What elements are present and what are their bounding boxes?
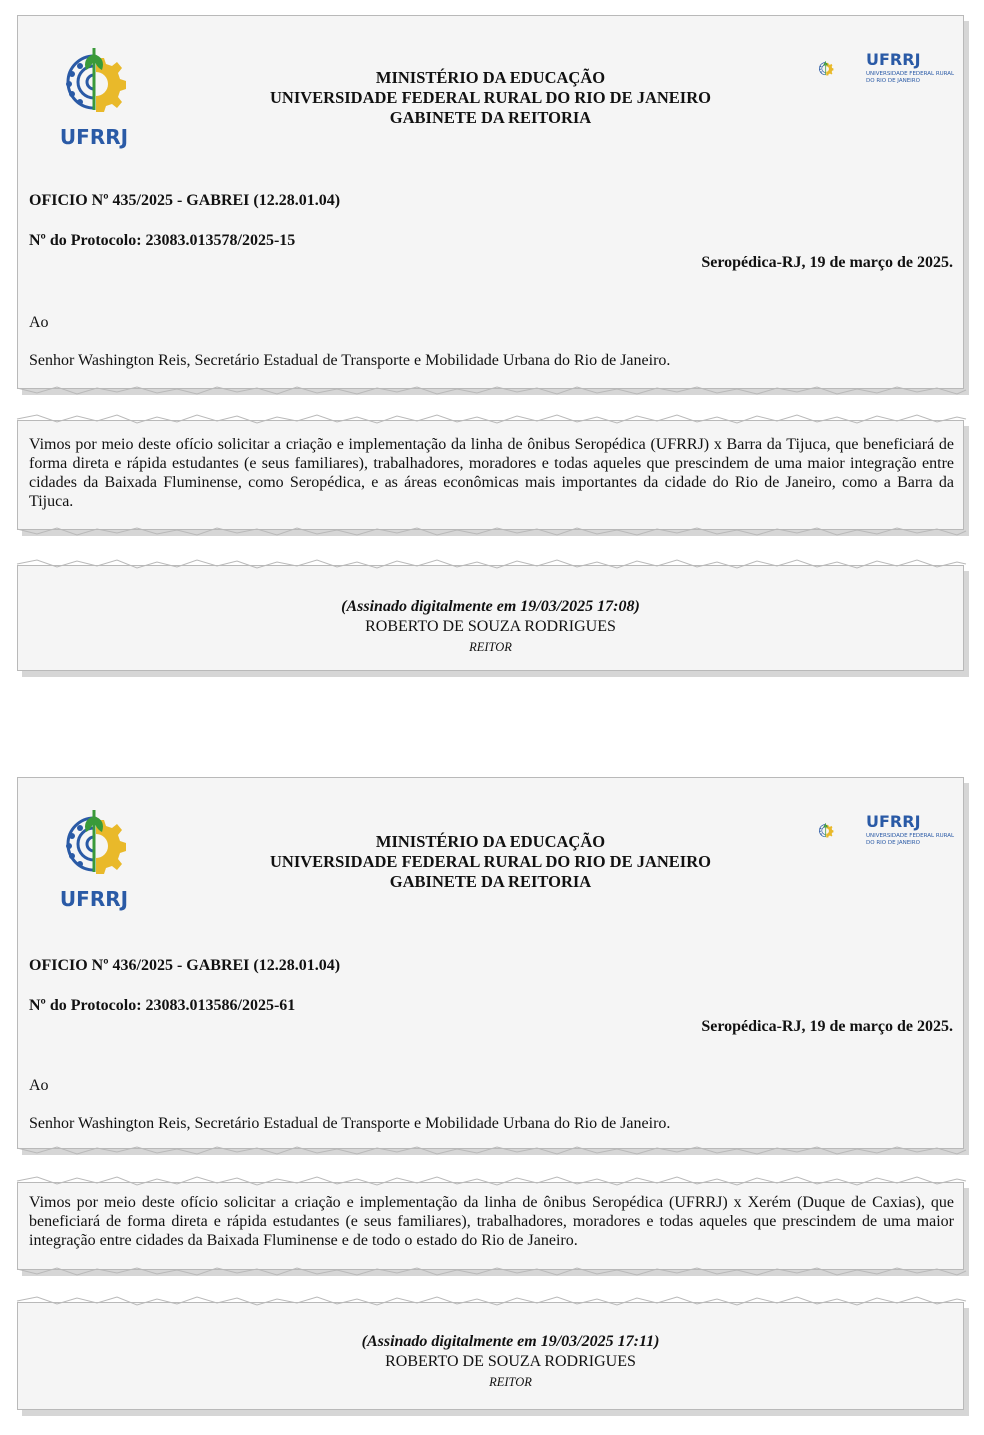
letter-header-card: [17, 777, 964, 1149]
signer-name: ROBERTO DE SOUZA RODRIGUES: [385, 1353, 636, 1370]
university-title: UNIVERSIDADE FEDERAL RURAL DO RIO DE JANEIRO: [270, 88, 711, 107]
torn-edge: [17, 1295, 966, 1307]
letter-body: Vimos por meio deste ofício solicitar a criação e implementação da linha de ônibus Seropédica (UFRRJ) x Xerém (Duque de Caxias), que beneficiará de forma direta e rápida estudantes (e seus familiares), trabalhadores, moradores e todas aqueles que prescindem de uma maior integração entre cidades da Baixada Fluminense e de todo o estado do Rio de Janeiro.: [29, 1194, 954, 1249]
logo-subtext-2: DO RIO DE JANEIRO: [866, 78, 920, 84]
oficio-number: OFICIO Nº 435/2025 - GABREI (12.28.01.04): [29, 192, 341, 209]
signer-role: REITOR: [489, 1375, 532, 1389]
salutation: Ao: [29, 1077, 49, 1094]
protocol-number: Nº do Protocolo: 23083.013586/2025-61: [29, 997, 296, 1014]
torn-edge: [17, 413, 966, 425]
torn-edge: [17, 525, 966, 537]
letter-body-card: [17, 420, 964, 530]
logo-subtext-1: UNIVERSIDADE FEDERAL RURAL: [866, 833, 955, 839]
signature-card: [17, 1302, 964, 1410]
university-title: UNIVERSIDADE FEDERAL RURAL DO RIO DE JANEIRO: [270, 852, 711, 871]
salutation: Ao: [29, 314, 49, 331]
signature-timestamp: (Assinado digitalmente em 19/03/2025 17:08): [341, 598, 640, 615]
recipient: Senhor Washington Reis, Secretário Estadual de Transporte e Mobilidade Urbana do Rio de Janeiro.: [29, 352, 671, 369]
torn-edge: [17, 384, 966, 396]
logo-text: UFRRJ: [866, 812, 921, 831]
torn-edge: [17, 1265, 966, 1277]
letter-header-card: [17, 15, 964, 389]
torn-edge: [17, 1144, 966, 1156]
torn-edge: [17, 1175, 966, 1187]
office-title: GABINETE DA REITORIA: [389, 872, 592, 891]
torn-edge: [17, 558, 966, 570]
signature-timestamp: (Assinado digitalmente em 19/03/2025 17:11): [361, 1333, 660, 1350]
logo-subtext-2: DO RIO DE JANEIRO: [866, 840, 920, 846]
recipient: Senhor Washington Reis, Secretário Estadual de Transporte e Mobilidade Urbana do Rio de Janeiro.: [29, 1115, 671, 1132]
logo-subtext-1: UNIVERSIDADE FEDERAL RURAL: [866, 71, 955, 77]
ministry-title: MINISTÉRIO DA EDUCAÇÃO: [375, 832, 606, 851]
ministry-title: MINISTÉRIO DA EDUCAÇÃO: [375, 68, 606, 87]
letter-body: Vimos por meio deste ofício solicitar a criação e implementação da linha de ônibus Seropédica (UFRRJ) x Barra da Tijuca, que beneficiará de forma direta e rápida estudantes (e seus familiares), trabalhadores, moradores e todas aqueles que prescindem de uma maior integração entre cidades da Baixada Fluminense, como Seropédica, e as áreas econômicas mais importantes da cidade do Rio de Janeiro, como a Barra da Tijuca.: [29, 436, 954, 510]
letter-date: Seropédica-RJ, 19 de março de 2025.: [701, 254, 953, 271]
protocol-number: Nº do Protocolo: 23083.013578/2025-15: [29, 232, 296, 249]
signer-role: REITOR: [469, 640, 512, 654]
logo-text: UFRRJ: [866, 50, 921, 69]
letter-date: Seropédica-RJ, 19 de março de 2025.: [701, 1018, 953, 1035]
office-title: GABINETE DA REITORIA: [389, 108, 592, 127]
signature-card: [17, 565, 964, 671]
signer-name: ROBERTO DE SOUZA RODRIGUES: [365, 618, 616, 635]
oficio-number: OFICIO Nº 436/2025 - GABREI (12.28.01.04): [29, 957, 341, 974]
letter-body-card: [17, 1182, 964, 1270]
